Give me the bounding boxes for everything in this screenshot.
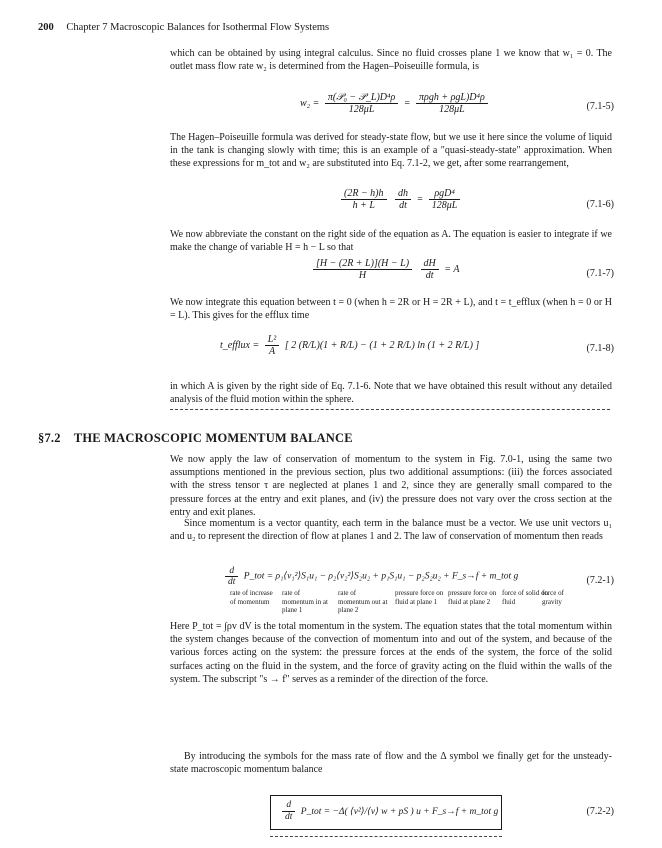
paragraph: The Hagen–Poiseuille formula was derived for steady-state flow, but we use it here since the volume of liquid in the tank is changing slowly with time; this is an example of a "quasi-steady-state" approximation. When these expressions for m_tot and w₂ are substituted into Eq. 7.1-2, we get, after some rearrangement, bbox=[170, 132, 612, 170]
equation-7-1-8 bbox=[220, 334, 479, 357]
equation-number: (7.2-1) bbox=[586, 575, 614, 586]
equals-sign: = bbox=[416, 193, 424, 205]
term-label: pressure force on fluid at plane 1 bbox=[395, 589, 444, 606]
equation-7-2-1 bbox=[222, 566, 518, 587]
section-title: THE MACROSCOPIC MOMENTUM BALANCE bbox=[73, 431, 353, 445]
fraction bbox=[416, 92, 488, 115]
equation-7-1-7 bbox=[310, 258, 459, 281]
fraction bbox=[265, 334, 280, 357]
equation-number: (7.1-8) bbox=[586, 343, 614, 354]
derivative bbox=[282, 800, 295, 823]
derivative bbox=[395, 188, 411, 211]
equation-body: P_tot = −Δ( ⟨v²⟩/⟨v⟩ w + pS ) u + F_s→f + m_tot g bbox=[300, 807, 499, 817]
paragraph: By introducing the symbols for the mass rate of flow and the Δ symbol we finally get for the unsteady-state macroscopic momentum balance bbox=[170, 751, 612, 776]
denominator: dt bbox=[399, 200, 407, 211]
fraction bbox=[325, 92, 398, 115]
term-label: rate of momentum out at plane 2 bbox=[338, 589, 388, 614]
paragraph: Since momentum is a vector quantity, each term in the balance must be a vector. We use unit vectors u₁ and u₂ to represent the direction of flow at planes 1 and 2. The law of conservation of momentum then reads bbox=[170, 518, 612, 543]
derivative bbox=[225, 566, 238, 587]
paragraph: We now integrate this equation between t = 0 (when h = 2R or H = 2R + L), and t = t_efflux (when h = 0 or H = L). This gives for the efflux time bbox=[170, 297, 612, 322]
equation-number: (7.1-6) bbox=[586, 199, 614, 210]
denominator: 128μL bbox=[348, 104, 375, 115]
denominator: h + L bbox=[352, 200, 375, 211]
paragraph: which can be obtained by using integral calculus. Since no fluid crosses plane 1 we know that w₁ = 0. The outlet mass flow rate w₂ is determined from the Hagen–Poiseuille formula, is bbox=[170, 48, 612, 73]
denominator: dt bbox=[285, 812, 293, 823]
numerator: L² bbox=[265, 334, 280, 346]
fraction bbox=[313, 258, 412, 281]
denominator: 128μL bbox=[431, 200, 458, 211]
equation-lhs: t_efflux = bbox=[220, 339, 260, 351]
term-label: pressure force on fluid at plane 2 bbox=[448, 589, 497, 606]
equation-7-1-5 bbox=[300, 92, 491, 115]
paragraph: We now apply the law of conservation of momentum to the system in Fig. 7.0-1, using the same two assumptions mentioned in the previous section, plus two additional assumptions: (iii) the forces associated with the stress tensor τ are neglected at planes 1 and 2, since they are generally small compared to the pressure forces at the entry and exit planes, and (iv) the pressure does not vary over the cross section at the entry and exit planes. bbox=[170, 454, 612, 518]
numerator: dh bbox=[395, 188, 411, 200]
denominator: A bbox=[268, 346, 276, 357]
equation-lhs: w₂ = bbox=[300, 97, 320, 109]
paragraph: in which A is given by the right side of Eq. 7.1-6. Note that we have obtained this result without any detailed analysis of the fluid motion within the sphere. bbox=[170, 381, 612, 406]
equals-sign: = bbox=[403, 97, 411, 109]
numerator: π(𝒫₀ − 𝒫_L)D⁴ρ bbox=[325, 92, 398, 104]
denominator: dt bbox=[228, 577, 236, 587]
term-label: force of gravity bbox=[542, 589, 564, 606]
term-label: rate of increase of momentum bbox=[230, 589, 273, 606]
equation-rhs: = A bbox=[444, 263, 460, 275]
numerator: [H − (2R + L)](H − L) bbox=[313, 258, 412, 270]
equation-7-1-6 bbox=[338, 188, 463, 211]
fraction bbox=[429, 188, 461, 211]
derivative bbox=[421, 258, 439, 281]
paragraph: We now abbreviate the constant on the right side of the equation as A. The equation is easier to integrate if we make the change of variable H = h − L so that bbox=[170, 229, 612, 254]
numerator: πρgh + ρgL)D⁴ρ bbox=[416, 92, 488, 104]
fraction bbox=[341, 188, 387, 211]
equation-body: P_tot = ρ₁⟨v₁²⟩S₁u₁ − ρ₂⟨v₂²⟩S₂u₂ + p₁S₁u₁ − p₂S₂u₂ + F_s→f + m_tot g bbox=[243, 571, 519, 582]
numerator: ρgD⁴ bbox=[429, 188, 461, 200]
term-label: rate of momentum in at plane 1 bbox=[282, 589, 328, 614]
denominator: H bbox=[358, 270, 367, 281]
equation-number: (7.1-7) bbox=[586, 268, 614, 279]
divider bbox=[270, 836, 502, 837]
boxed-equation-7-2-2 bbox=[270, 795, 502, 830]
divider bbox=[170, 409, 610, 410]
denominator: 128μL bbox=[439, 104, 465, 115]
denominator: dt bbox=[425, 270, 434, 281]
running-title: Chapter 7 Macroscopic Balances for Isothermal Flow Systems bbox=[66, 22, 330, 33]
equation-number: (7.2-2) bbox=[586, 806, 614, 817]
numerator: d bbox=[282, 800, 295, 812]
paragraph: Here P_tot = ∫ρv dV is the total momentum in the system. The equation states that the total momentum within the system changes because of the convection of momentum into and out of the system, and because of the various forces acting on the system: the pressure forces at the ends of the system, the force of the solid surfaces acting on the fluid in the system, and the force of gravity acting on the fluid within the walls of the system. The subscript "s → f" serves as a reminder of the direction of the force. bbox=[170, 621, 612, 685]
term-label: force of solid on fluid bbox=[502, 589, 549, 606]
page-number: 200 bbox=[38, 22, 54, 33]
section-number: §7.2 bbox=[38, 431, 61, 445]
numerator: (2R − h)h bbox=[341, 188, 387, 200]
numerator: dH bbox=[421, 258, 439, 270]
equation-body: [ 2 (R/L)(1 + R/L) − (1 + 2 R/L) ln (1 + 2 R/L) ] bbox=[284, 339, 480, 351]
equation-7-2-2 bbox=[271, 796, 501, 829]
running-header bbox=[38, 22, 329, 33]
section-heading bbox=[38, 431, 353, 446]
equation-number: (7.1-5) bbox=[586, 101, 614, 112]
numerator: d bbox=[225, 566, 238, 577]
